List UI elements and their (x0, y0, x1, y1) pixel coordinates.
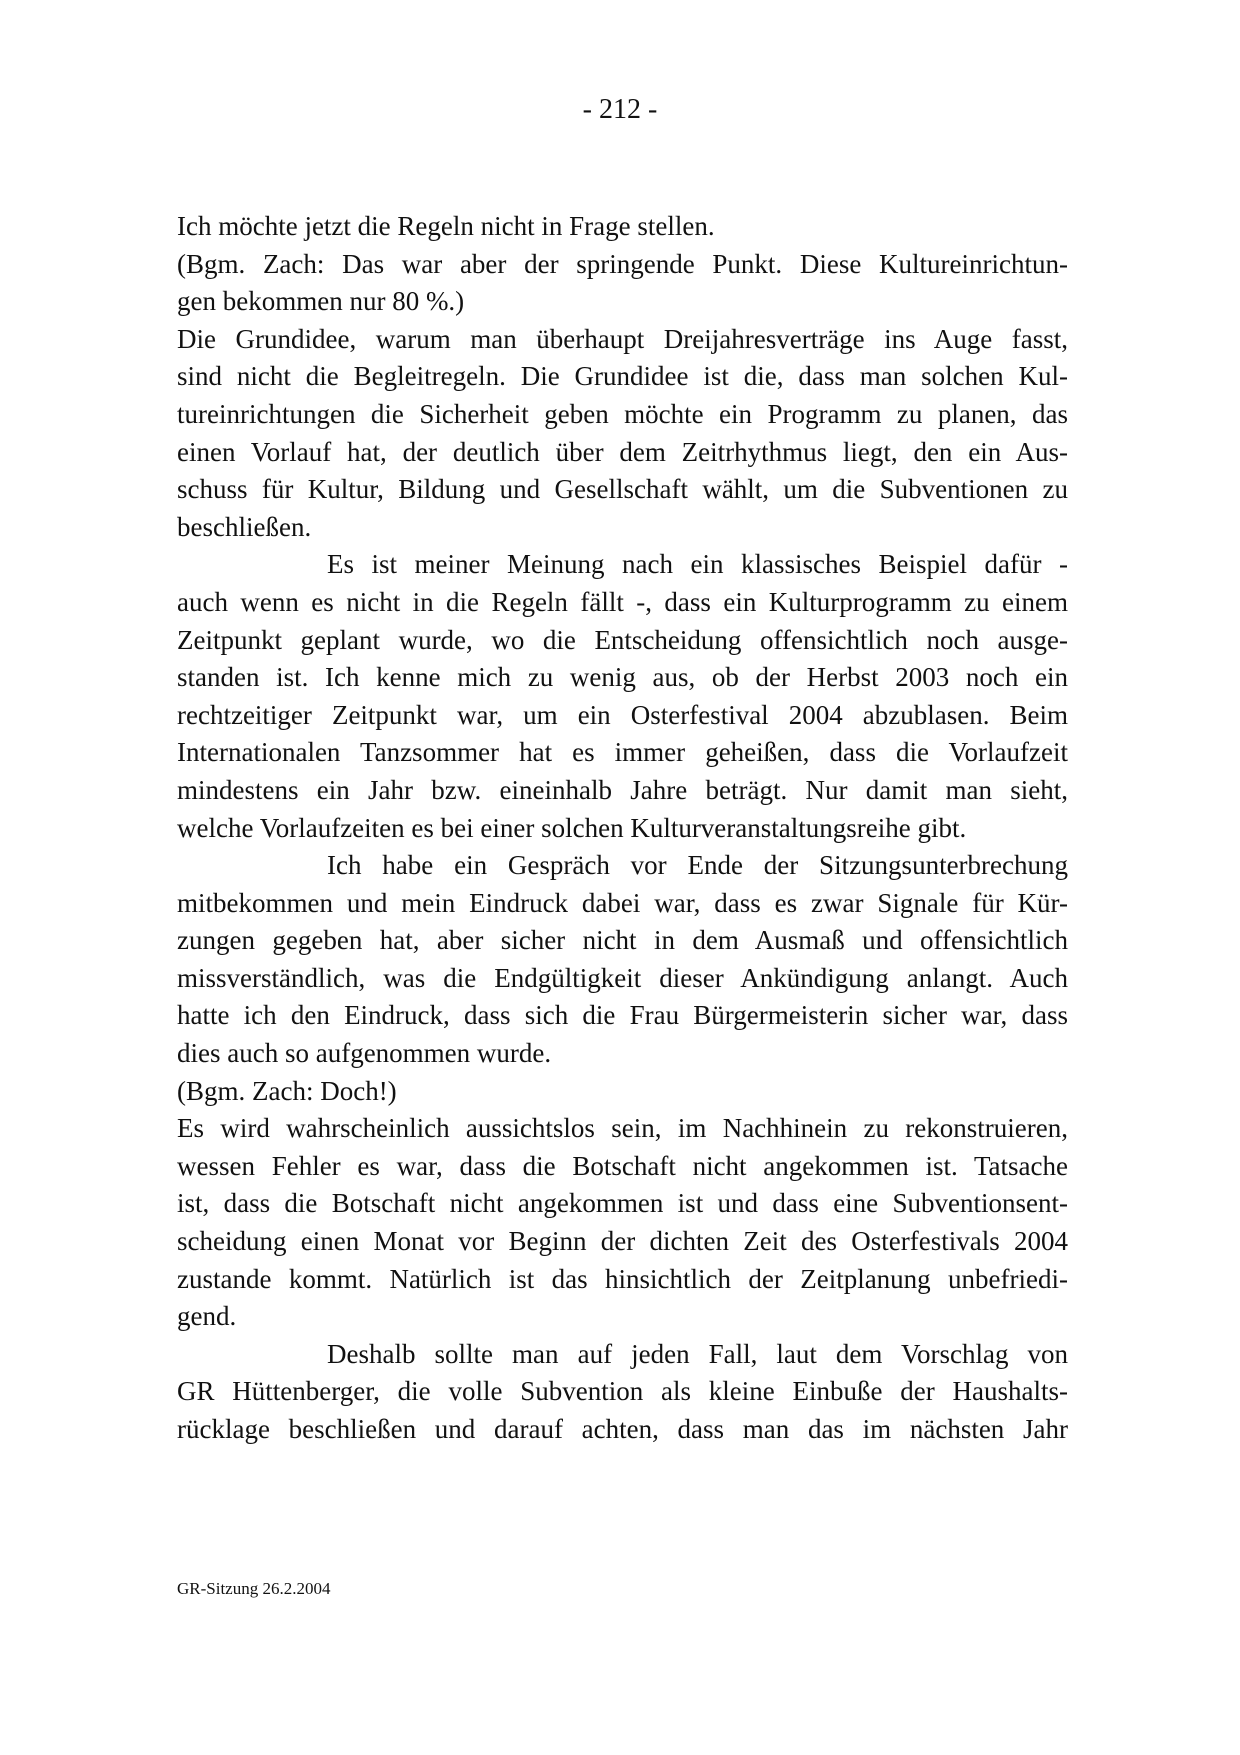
text-line: hatte ich den Eindruck, dass sich die Frau Bürgermeisterin sicher war, dass (177, 1000, 1068, 1031)
text-line: Die Grundidee, warum man überhaupt Dreijahresverträge ins Auge fasst, (177, 323, 1068, 354)
text-line: auch wenn es nicht in die Regeln fällt -, dass ein Kulturprogramm zu einem (177, 586, 1068, 617)
text-line: ist, dass die Botschaft nicht angekommen ist und dass eine Subventionsent- (177, 1188, 1068, 1219)
text-line: tureinrichtungen die Sicherheit geben möchte ein Programm zu planen, das (177, 398, 1068, 429)
text-line: Es wird wahrscheinlich aussichtslos sein, im Nachhinein zu rekonstruieren, (177, 1113, 1068, 1144)
text-line: rücklage beschließen und darauf achten, dass man das im nächsten Jahr (177, 1414, 1068, 1444)
text-line: welche Vorlaufzeiten es bei einer solchen Kulturveranstaltungsreihe gibt. (177, 812, 967, 843)
text-line: mindestens ein Jahr bzw. eineinhalb Jahre beträgt. Nur damit man sieht, (177, 774, 1068, 805)
text-line: missverständlich, was die Endgültigkeit dieser Ankündigung anlangt. Auch (177, 962, 1068, 993)
text-line: beschließen. (177, 511, 312, 542)
text-line: mitbekommen und mein Eindruck dabei war, dass es zwar Signale für Kür- (177, 887, 1068, 918)
text-line: Zeitpunkt geplant wurde, wo die Entscheidung offensichtlich noch ausge- (177, 624, 1068, 655)
page-number: - 212 - (582, 94, 658, 125)
text-line: gend. (177, 1301, 237, 1332)
text-line: sind nicht die Begleitregeln. Die Grundidee ist die, dass man solchen Kul- (177, 361, 1068, 392)
footer-session-date: GR-Sitzung 26.2.2004 (177, 1579, 331, 1598)
text-line: Es ist meiner Meinung nach ein klassisches Beispiel dafür - (327, 549, 1068, 580)
text-line: einen Vorlauf hat, der deutlich über dem Zeitrhythmus liegt, den ein Aus- (177, 436, 1068, 467)
text-line: gen bekommen nur 80 %.) (177, 286, 465, 317)
text-line: Internationalen Tanzsommer hat es immer geheißen, dass die Vorlaufzeit (177, 737, 1068, 768)
text-line: (Bgm. Zach: Das war aber der springende Punkt. Diese Kultureinrichtun- (177, 248, 1068, 279)
text-line: scheidung einen Monat vor Beginn der dichten Zeit des Osterfestivals 2004 (177, 1226, 1068, 1257)
text-line: Ich habe ein Gespräch vor Ende der Sitzungsunterbrechung (327, 850, 1068, 881)
text-line: zungen gegeben hat, aber sicher nicht in dem Ausmaß und offensichtlich (177, 925, 1068, 956)
text-line: rechtzeitiger Zeitpunkt war, um ein Osterfestival 2004 abzublasen. Beim (177, 699, 1068, 730)
body-text (177, 208, 1068, 1449)
text-line: Deshalb sollte man auf jeden Fall, laut dem Vorschlag von (327, 1338, 1068, 1369)
text-line: (Bgm. Zach: Doch!) (177, 1075, 397, 1106)
text-line: standen ist. Ich kenne mich zu wenig aus, ob der Herbst 2003 noch ein (177, 662, 1068, 693)
text-line: GR Hüttenberger, die volle Subvention als kleine Einbuße der Haushalts- (177, 1376, 1068, 1407)
text-line: zustande kommt. Natürlich ist das hinsichtlich der Zeitplanung unbefriedi- (177, 1263, 1068, 1294)
text-line: wessen Fehler es war, dass die Botschaft nicht angekommen ist. Tatsache (177, 1150, 1068, 1181)
text-line: schuss für Kultur, Bildung und Gesellschaft wählt, um die Subventionen zu (177, 474, 1068, 505)
text-line: dies auch so aufgenommen wurde. (177, 1038, 552, 1069)
text-line: Ich möchte jetzt die Regeln nicht in Frage stellen. (177, 211, 715, 241)
